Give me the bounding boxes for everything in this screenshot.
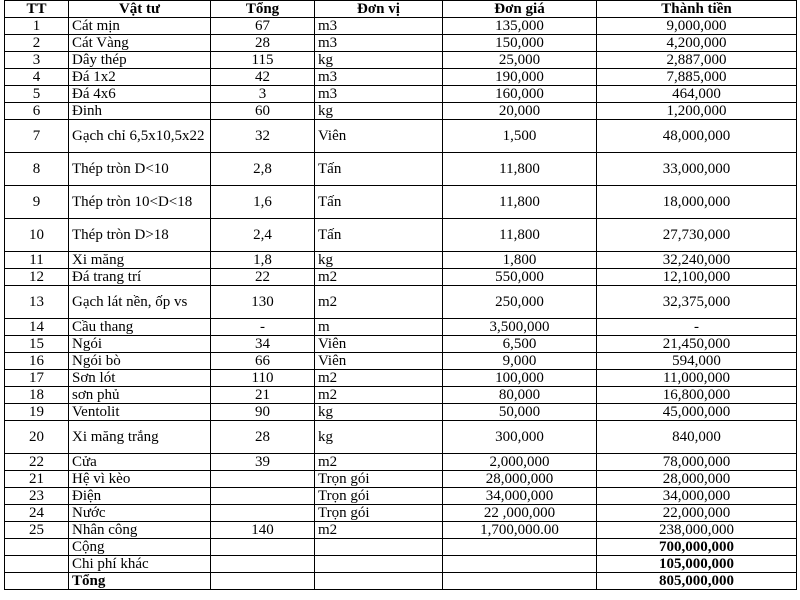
header-qty: Tổng xyxy=(211,1,315,18)
cell-item: Thép tròn D<10 xyxy=(69,153,211,186)
cell-qty: 67 xyxy=(211,18,315,35)
cell-tt: 25 xyxy=(5,522,69,539)
cell-empty xyxy=(443,556,597,573)
cell-item: Đá trang trí xyxy=(69,269,211,286)
cell-empty xyxy=(315,539,443,556)
cell-price: 3,500,000 xyxy=(443,319,597,336)
cell-tt: 22 xyxy=(5,454,69,471)
cell-tt: 20 xyxy=(5,421,69,454)
cell-qty xyxy=(211,471,315,488)
cell-tt: 1 xyxy=(5,18,69,35)
cell-qty: 90 xyxy=(211,404,315,421)
cell-unit: m2 xyxy=(315,286,443,319)
table-row xyxy=(5,471,797,488)
table-row xyxy=(5,488,797,505)
cell-qty: 140 xyxy=(211,522,315,539)
cell-unit: m xyxy=(315,319,443,336)
header-price: Đơn giá xyxy=(443,1,597,18)
cell-empty xyxy=(5,539,69,556)
cell-qty: 110 xyxy=(211,370,315,387)
other-costs-row xyxy=(5,556,797,573)
total-label: Tổng xyxy=(69,573,211,590)
cell-amount: 45,000,000 xyxy=(597,404,797,421)
cell-item: Đá 4x6 xyxy=(69,86,211,103)
cell-tt: 13 xyxy=(5,286,69,319)
cell-amount: 2,887,000 xyxy=(597,52,797,69)
cell-unit: kg xyxy=(315,103,443,120)
cell-price: 300,000 xyxy=(443,421,597,454)
cell-tt: 5 xyxy=(5,86,69,103)
cell-qty: 2,8 xyxy=(211,153,315,186)
cell-price: 11,800 xyxy=(443,219,597,252)
cell-unit: m3 xyxy=(315,86,443,103)
cell-unit: kg xyxy=(315,252,443,269)
cell-amount: 27,730,000 xyxy=(597,219,797,252)
cell-qty: - xyxy=(211,319,315,336)
cell-unit: m3 xyxy=(315,18,443,35)
cell-price: 11,800 xyxy=(443,186,597,219)
cell-amount: 16,800,000 xyxy=(597,387,797,404)
cell-amount: 22,000,000 xyxy=(597,505,797,522)
cell-amount: - xyxy=(597,319,797,336)
cell-empty xyxy=(315,556,443,573)
cell-price: 2,000,000 xyxy=(443,454,597,471)
total-row xyxy=(5,573,797,590)
cell-price: 25,000 xyxy=(443,52,597,69)
cell-item: Ngói bò xyxy=(69,353,211,370)
cell-amount: 594,000 xyxy=(597,353,797,370)
cell-unit: m2 xyxy=(315,522,443,539)
cell-unit: m2 xyxy=(315,387,443,404)
header-amount: Thành tiền xyxy=(597,1,797,18)
table-row xyxy=(5,120,797,153)
table-row xyxy=(5,186,797,219)
cell-item: Đinh xyxy=(69,103,211,120)
cell-unit: Tấn xyxy=(315,186,443,219)
cell-tt: 24 xyxy=(5,505,69,522)
cell-amount: 28,000,000 xyxy=(597,471,797,488)
cell-tt: 10 xyxy=(5,219,69,252)
cell-item: Cát Vàng xyxy=(69,35,211,52)
cell-tt: 6 xyxy=(5,103,69,120)
cell-tt: 8 xyxy=(5,153,69,186)
cell-price: 1,700,000.00 xyxy=(443,522,597,539)
table-row xyxy=(5,86,797,103)
cell-tt: 14 xyxy=(5,319,69,336)
cell-unit: kg xyxy=(315,404,443,421)
cell-price: 100,000 xyxy=(443,370,597,387)
cell-tt: 19 xyxy=(5,404,69,421)
subtotal-label: Cộng xyxy=(69,539,211,556)
cell-item: Sơn lót xyxy=(69,370,211,387)
materials-table xyxy=(4,0,797,590)
cell-qty: 2,4 xyxy=(211,219,315,252)
cell-price: 6,500 xyxy=(443,336,597,353)
cell-amount: 32,375,000 xyxy=(597,286,797,319)
cell-unit: Viên xyxy=(315,120,443,153)
cell-qty xyxy=(211,488,315,505)
cell-amount: 7,885,000 xyxy=(597,69,797,86)
cell-price: 50,000 xyxy=(443,404,597,421)
cell-item: Hệ vì kèo xyxy=(69,471,211,488)
cell-unit: Viên xyxy=(315,353,443,370)
cell-empty xyxy=(443,573,597,590)
cell-empty xyxy=(5,573,69,590)
cell-item: Gạch chỉ 6,5x10,5x22 xyxy=(69,120,211,153)
cell-price: 9,000 xyxy=(443,353,597,370)
table-row xyxy=(5,404,797,421)
cell-price: 150,000 xyxy=(443,35,597,52)
table-row xyxy=(5,319,797,336)
cell-qty: 21 xyxy=(211,387,315,404)
cell-item: Nước xyxy=(69,505,211,522)
cell-unit: Viên xyxy=(315,336,443,353)
table-row xyxy=(5,454,797,471)
cell-amount: 4,200,000 xyxy=(597,35,797,52)
cell-amount: 464,000 xyxy=(597,86,797,103)
table-row xyxy=(5,52,797,69)
header-item: Vật tư xyxy=(69,1,211,18)
cell-qty: 28 xyxy=(211,421,315,454)
cell-amount: 840,000 xyxy=(597,421,797,454)
cell-amount: 48,000,000 xyxy=(597,120,797,153)
cell-qty: 32 xyxy=(211,120,315,153)
table-row xyxy=(5,336,797,353)
cell-tt: 17 xyxy=(5,370,69,387)
cell-item: Cầu thang xyxy=(69,319,211,336)
cell-item: Thép tròn D>18 xyxy=(69,219,211,252)
cell-item: Xi măng trắng xyxy=(69,421,211,454)
cell-item: Ngói xyxy=(69,336,211,353)
table-row xyxy=(5,103,797,120)
table-row xyxy=(5,35,797,52)
table-row xyxy=(5,353,797,370)
cell-item: Cát mịn xyxy=(69,18,211,35)
cell-tt: 11 xyxy=(5,252,69,269)
cell-item: Nhân công xyxy=(69,522,211,539)
cell-qty: 42 xyxy=(211,69,315,86)
cell-empty xyxy=(211,539,315,556)
cell-tt: 12 xyxy=(5,269,69,286)
cell-tt: 18 xyxy=(5,387,69,404)
cell-item: Thép tròn 10<D<18 xyxy=(69,186,211,219)
cell-amount: 78,000,000 xyxy=(597,454,797,471)
cell-price: 80,000 xyxy=(443,387,597,404)
table-row xyxy=(5,252,797,269)
cell-unit: Tấn xyxy=(315,219,443,252)
cell-item: Điện xyxy=(69,488,211,505)
cell-unit: m2 xyxy=(315,370,443,387)
cell-tt: 3 xyxy=(5,52,69,69)
cell-price: 190,000 xyxy=(443,69,597,86)
cell-tt: 4 xyxy=(5,69,69,86)
cell-item: Gạch lát nền, ốp vs xyxy=(69,286,211,319)
cell-empty xyxy=(443,539,597,556)
table-row xyxy=(5,286,797,319)
cell-qty xyxy=(211,505,315,522)
cell-amount: 21,450,000 xyxy=(597,336,797,353)
cell-amount: 18,000,000 xyxy=(597,186,797,219)
cell-item: Đá 1x2 xyxy=(69,69,211,86)
cell-amount: 238,000,000 xyxy=(597,522,797,539)
cell-qty: 34 xyxy=(211,336,315,353)
cell-tt: 15 xyxy=(5,336,69,353)
table-body xyxy=(5,18,797,590)
table-row xyxy=(5,269,797,286)
cell-qty: 130 xyxy=(211,286,315,319)
table-row xyxy=(5,219,797,252)
cell-unit: Trọn gói xyxy=(315,488,443,505)
cell-price: 28,000,000 xyxy=(443,471,597,488)
cell-unit: m2 xyxy=(315,269,443,286)
table-row xyxy=(5,421,797,454)
cell-price: 20,000 xyxy=(443,103,597,120)
cell-tt: 7 xyxy=(5,120,69,153)
table-row xyxy=(5,69,797,86)
cell-unit: m2 xyxy=(315,454,443,471)
cell-amount: 9,000,000 xyxy=(597,18,797,35)
cell-tt: 2 xyxy=(5,35,69,52)
cell-unit: m3 xyxy=(315,35,443,52)
cell-price: 550,000 xyxy=(443,269,597,286)
cell-price: 11,800 xyxy=(443,153,597,186)
cell-unit: Trọn gói xyxy=(315,471,443,488)
cell-tt: 21 xyxy=(5,471,69,488)
subtotal-row xyxy=(5,539,797,556)
cell-unit: kg xyxy=(315,421,443,454)
cell-price: 34,000,000 xyxy=(443,488,597,505)
cell-amount: 12,100,000 xyxy=(597,269,797,286)
subtotal-value: 700,000,000 xyxy=(597,539,797,556)
cell-qty: 60 xyxy=(211,103,315,120)
cell-empty xyxy=(211,573,315,590)
table-row xyxy=(5,370,797,387)
cell-price: 1,800 xyxy=(443,252,597,269)
header-tt: TT xyxy=(5,1,69,18)
cell-price: 250,000 xyxy=(443,286,597,319)
cell-item: Dây thép xyxy=(69,52,211,69)
cell-amount: 1,200,000 xyxy=(597,103,797,120)
cell-qty: 1,6 xyxy=(211,186,315,219)
cell-qty: 3 xyxy=(211,86,315,103)
table-row xyxy=(5,18,797,35)
cell-price: 160,000 xyxy=(443,86,597,103)
header-row xyxy=(5,1,797,18)
cell-qty: 28 xyxy=(211,35,315,52)
table-row xyxy=(5,387,797,404)
cell-item: Cửa xyxy=(69,454,211,471)
cell-item: sơn phủ xyxy=(69,387,211,404)
cell-amount: 32,240,000 xyxy=(597,252,797,269)
cell-empty xyxy=(211,556,315,573)
cell-qty: 1,8 xyxy=(211,252,315,269)
cell-amount: 33,000,000 xyxy=(597,153,797,186)
table-row xyxy=(5,153,797,186)
cell-qty: 115 xyxy=(211,52,315,69)
cell-item: Ventolit xyxy=(69,404,211,421)
cell-empty xyxy=(315,573,443,590)
cell-price: 1,500 xyxy=(443,120,597,153)
cell-tt: 9 xyxy=(5,186,69,219)
cell-unit: kg xyxy=(315,52,443,69)
cell-qty: 22 xyxy=(211,269,315,286)
cell-amount: 11,000,000 xyxy=(597,370,797,387)
other-costs-label: Chi phí khác xyxy=(69,556,211,573)
cell-empty xyxy=(5,556,69,573)
table-row xyxy=(5,505,797,522)
cell-unit: m3 xyxy=(315,69,443,86)
cell-unit: Tấn xyxy=(315,153,443,186)
table-row xyxy=(5,522,797,539)
cell-item: Xi măng xyxy=(69,252,211,269)
cell-tt: 16 xyxy=(5,353,69,370)
cell-qty: 39 xyxy=(211,454,315,471)
total-value: 805,000,000 xyxy=(597,573,797,590)
cell-unit: Trọn gói xyxy=(315,505,443,522)
cell-price: 135,000 xyxy=(443,18,597,35)
cell-amount: 34,000,000 xyxy=(597,488,797,505)
header-unit: Đơn vị xyxy=(315,1,443,18)
cell-qty: 66 xyxy=(211,353,315,370)
cell-price: 22 ,000,000 xyxy=(443,505,597,522)
cell-tt: 23 xyxy=(5,488,69,505)
other-costs-value: 105,000,000 xyxy=(597,556,797,573)
